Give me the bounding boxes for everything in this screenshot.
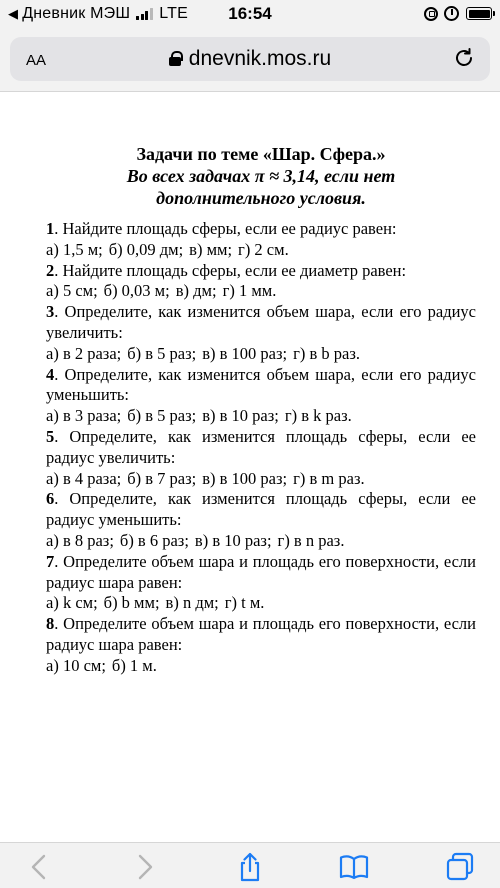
- task-answers: [46, 656, 476, 677]
- task-text: . Определите объем шара и площадь его поверхности, если радиус шара равен:: [46, 551, 476, 592]
- answer-option: г) в n раз.: [277, 530, 345, 550]
- task-answers: [46, 344, 476, 365]
- document-subtitle: Во всех задачах π ≈ 3,14, если нет дополнительного условия.: [126, 166, 396, 208]
- answer-option: а) 5 см;: [46, 281, 98, 301]
- task-answers: [46, 469, 476, 490]
- document-page: [46, 143, 476, 677]
- task-item: [46, 219, 476, 261]
- answer-option: б) 1 м.: [111, 655, 157, 675]
- answer-option: в) в 100 раз;: [202, 468, 288, 488]
- task-question: [46, 219, 476, 240]
- task-text: . Найдите площадь сферы, если ее диаметр равен:: [54, 260, 407, 280]
- bookmarks-icon[interactable]: [338, 851, 370, 883]
- answer-option: б) в 6 раз;: [119, 530, 189, 550]
- task-answers: [46, 406, 476, 427]
- task-question: [46, 261, 476, 282]
- task-question: [46, 365, 476, 407]
- task-item: [46, 614, 476, 676]
- task-item: [46, 427, 476, 489]
- task-number: 1: [46, 219, 55, 238]
- answer-option: а) k см;: [46, 593, 98, 613]
- task-text: . Определите, как изменится объем шара, если его радиус увеличить:: [46, 302, 476, 342]
- task-number: 5: [46, 426, 55, 446]
- task-number: 8: [46, 614, 55, 634]
- answer-option: б) 0,09 дм;: [108, 239, 184, 259]
- task-answers: [46, 593, 476, 614]
- document-title: Задачи по теме «Шар. Сфера.»: [136, 144, 386, 164]
- battery-fill: [469, 10, 490, 18]
- task-number: 7: [46, 551, 55, 571]
- task-question: [46, 552, 476, 594]
- task-number: 2: [46, 260, 55, 280]
- task-number: 3: [46, 302, 55, 322]
- answer-option: г) 2 см.: [238, 239, 289, 259]
- answer-option: а) 1,5 м;: [46, 239, 103, 259]
- chevron-right-icon[interactable]: [128, 851, 160, 883]
- task-text: . Найдите площадь сферы, если ее радиус равен:: [54, 219, 397, 238]
- answer-option: б) в 5 раз;: [127, 406, 197, 426]
- url-display[interactable]: [10, 47, 490, 71]
- browser-top-bar: [0, 30, 500, 92]
- task-item: [46, 365, 476, 427]
- lock-icon: [169, 51, 181, 66]
- browser-toolbar: [0, 842, 500, 888]
- answer-option: г) в m раз.: [293, 468, 365, 488]
- status-icons: [424, 6, 492, 21]
- status-time: 16:54: [228, 4, 272, 23]
- answer-option: в) в 100 раз;: [202, 343, 288, 363]
- task-text: . Определите, как изменится площадь сферы, если ее радиус уменьшить:: [46, 489, 476, 530]
- answer-option: б) в 7 раз;: [127, 468, 197, 488]
- task-list: [46, 219, 476, 677]
- answer-option: в) в 10 раз;: [194, 530, 272, 550]
- task-answers: [46, 281, 476, 302]
- answer-option: б) 0,03 м;: [103, 281, 170, 301]
- task-question: [46, 489, 476, 531]
- reload-icon[interactable]: [452, 46, 476, 70]
- task-item: [46, 261, 476, 303]
- task-question: [46, 302, 476, 344]
- task-item: [46, 552, 476, 614]
- answer-option: а) в 4 раза;: [46, 468, 122, 488]
- task-item: [46, 302, 476, 364]
- task-text: . Определите, как изменится площадь сферы, если ее радиус увеличить:: [46, 426, 476, 467]
- alarm-icon: [444, 6, 459, 21]
- answer-option: а) 10 см;: [46, 655, 106, 675]
- task-number: 6: [46, 489, 55, 509]
- answer-option: в) мм;: [189, 239, 233, 259]
- tabs-icon[interactable]: [444, 851, 476, 883]
- text-size-label: AA: [26, 52, 47, 69]
- answer-option: в) дм;: [175, 281, 217, 301]
- share-icon[interactable]: [234, 851, 266, 883]
- answer-option: в) в 10 раз;: [202, 406, 279, 426]
- answer-option: в) n дм;: [165, 593, 219, 613]
- task-question: [46, 614, 476, 656]
- answer-option: б) b мм;: [103, 593, 160, 613]
- task-number: 4: [46, 364, 55, 384]
- chevron-left-icon[interactable]: [24, 851, 56, 883]
- network-label: LTE: [159, 5, 188, 22]
- status-bar: [0, 0, 500, 30]
- url-text: dnevnik.mos.ru: [188, 47, 332, 70]
- task-item: [46, 489, 476, 551]
- carrier-label: Дневник МЭШ: [22, 5, 131, 22]
- answer-option: б) в 5 раз;: [127, 343, 197, 363]
- answer-option: г) в b раз.: [293, 343, 361, 363]
- task-text: . Определите, как изменится объем шара, если его радиус уменьшить:: [46, 364, 476, 405]
- task-text: . Определите объем шара и площадь его поверхности, если радиус шара равен:: [46, 614, 476, 654]
- answer-option: а) в 2 раза;: [46, 343, 122, 363]
- task-question: [46, 427, 476, 469]
- answer-option: г) в k раз.: [284, 406, 352, 426]
- answer-option: г) 1 мм.: [222, 281, 277, 301]
- answer-option: г) t м.: [224, 593, 265, 613]
- answer-option: а) в 3 раза;: [46, 406, 122, 426]
- answer-option: а) в 8 раз;: [46, 530, 114, 550]
- battery-icon: [466, 7, 492, 20]
- task-answers: [46, 531, 476, 552]
- task-answers: [46, 240, 476, 261]
- back-to-app-icon[interactable]: ◀: [8, 6, 19, 21]
- rotation-lock-icon: [424, 7, 438, 21]
- address-bar[interactable]: [10, 37, 490, 81]
